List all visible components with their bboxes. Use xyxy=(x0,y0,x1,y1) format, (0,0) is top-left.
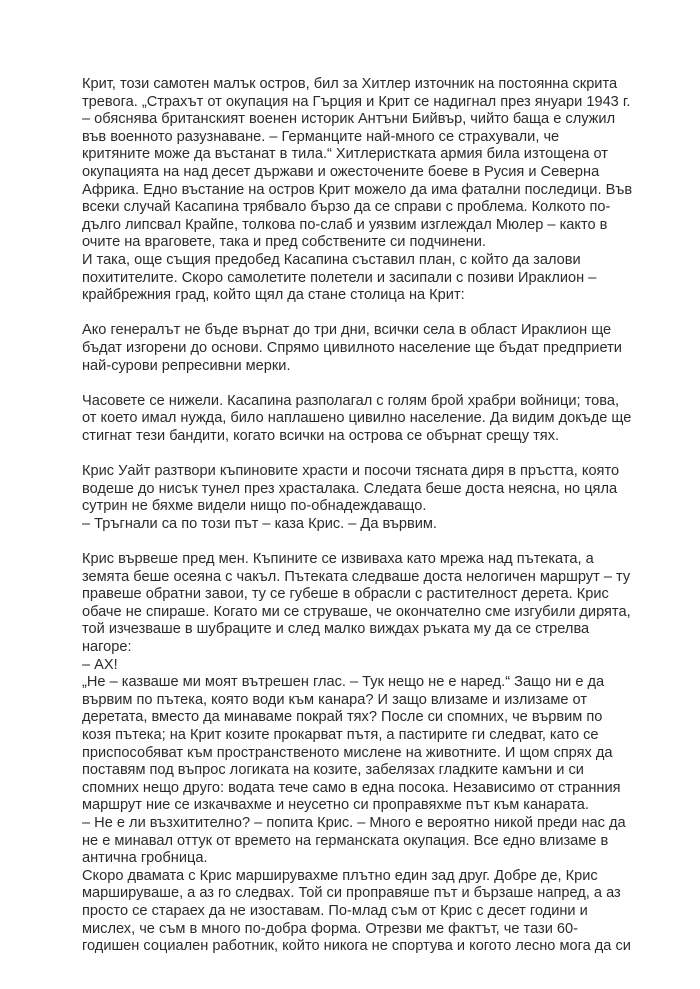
text-line: дълго липсвал Крайпе, толкова по-слаб и уязвим изглеждал Мюлер – както в xyxy=(82,216,608,233)
text-line: – Не е ли възхитително? – попита Крис. – Много е вероятно никой преди нас да xyxy=(82,814,626,831)
text-line: водеше до нисък тунел през храсталака. Следата беше доста неясна, но цяла xyxy=(82,480,618,497)
text-line: той изчезваше в шубраците и след малко виждах ръката му да се стрелва xyxy=(82,621,590,638)
paragraph-gap xyxy=(82,375,642,393)
text-line: земята беше осеяна с чакъл. Пътеката следваше доста нелогичен маршрут – ту xyxy=(82,568,631,585)
text-line: Крит, този самотен малък остров, бил за Хитлер източник на постоянна скрита xyxy=(82,76,618,92)
text-line: И така, още същия предобед Касапина съставил план, с който да залови xyxy=(82,251,581,268)
text-line: – АХ! xyxy=(82,656,118,673)
text-line: Африка. Едно въстание на остров Крит можело да има фатални последици. Във xyxy=(82,181,633,198)
text-line: окупацията на над десет държави и ожесточените боеве в Русия и Северна xyxy=(82,163,600,180)
paragraph-gap xyxy=(82,445,642,463)
text-line: Скоро двамата с Крис марширувахме плътно един зад друг. Добре де, Крис xyxy=(82,867,598,884)
text-line: козя пътека; на Крит козите прокарват пътя, а пастирите ги следват, като се xyxy=(82,726,599,743)
text-line: сутрин не бяхме видели нищо по-обнадеждаващо. xyxy=(82,498,427,515)
text-line: деретата, вместо да минаваме покрай тях? После си спомних, че вървим по xyxy=(82,709,603,726)
text-line: не е минавал оттук от времето на германската окупация. Все едно влизаме в xyxy=(82,832,609,849)
document-page xyxy=(82,76,642,956)
text-line: крайбрежния град, който щял да стане столица на Крит: xyxy=(82,287,465,304)
text-line: стигнат тези бандити, когато всички на острова се обърнат срещу тях. xyxy=(82,427,560,444)
text-line: критяните може да въстанат в тила.“ Хитлеристката армия била изтощена от xyxy=(82,146,608,163)
text-line: приспособяват към пространственото мислене на животните. И щом спрях да xyxy=(82,744,613,761)
text-line: във военното разузнаване. – Германците най-много се страхували, че xyxy=(82,128,560,145)
text-line: антична гробница. xyxy=(82,850,208,867)
paragraph xyxy=(82,76,642,305)
paragraph-gap xyxy=(82,305,642,323)
paragraph-gap xyxy=(82,533,642,551)
body-text xyxy=(82,76,642,956)
text-line: най-сурови репресивни мерки. xyxy=(82,357,291,374)
paragraph xyxy=(82,393,642,446)
text-line: похитителите. Скоро самолетите полетели и засипали с позиви Ираклион – xyxy=(82,269,597,286)
text-line: спомних нещо друго: водата тече само в една посока. Независимо от странния xyxy=(82,779,621,796)
text-line: всеки случай Касапина трябвало бързо да се справи с проблема. Колкото по- xyxy=(82,199,611,216)
text-line: нагоре: xyxy=(82,639,132,655)
text-line: марширувaше, а аз го следвах. Той си проправяше път и бързаше напред, а аз xyxy=(82,885,621,902)
text-line: правеше обратни завои, ту се губеше в обрасли с растителност дерета. Крис xyxy=(82,586,609,603)
paragraph xyxy=(82,463,642,533)
paragraph xyxy=(82,322,642,375)
text-line: Крис вървеше пред мен. Къпините се извиваха като мрежа над пътеката, а xyxy=(82,551,594,568)
text-line: бъдат изгорени до основи. Спрямо цивилното население ще бъдат предприети xyxy=(82,339,622,356)
text-line: просто се стараех да не изоставам. По-млад съм от Крис с десет години и xyxy=(82,902,588,919)
paragraph xyxy=(82,551,642,956)
text-line: от което имал нужда, било наплашено цивилно население. Да видим докъде ще xyxy=(82,410,632,427)
text-line: мислех, че съм в много по-добра форма. Отрезви ме фактът, че тази 60- xyxy=(82,920,579,937)
text-line: Часовете се нижели. Касапина разполагал с голям брой храбри войници; това, xyxy=(82,392,620,409)
text-line: – Тръгнали са по този път – каза Крис. – Да вървим. xyxy=(82,515,437,532)
text-line: тревога. „Страхът от окупация на Гърция и Крит се надигнал през януари 1943 г. xyxy=(82,93,631,110)
text-line: поставям под въпрос логиката на козите, забелязах гладките камъни и си xyxy=(82,762,584,779)
text-line: вървим по пътека, която води към канара? И защо влизаме и излизаме от xyxy=(82,691,588,708)
text-line: очите на враговете, така и пред собствените си подчинени. xyxy=(82,234,486,251)
text-line: „Не – казваше ми моят вътрешен глас. – Тук нещо не е наред.“ Защо ни е да xyxy=(82,674,605,691)
text-line: годишен социален работник, който никога не спортува и когото лесно мога да си xyxy=(82,938,631,955)
text-line: маршрут ние се изкачвахме и неусетно си проправяхме път към канарата. xyxy=(82,797,589,814)
text-line: Крис Уайт разтвори къпиновите храсти и посочи тясната диря в пръстта, която xyxy=(82,463,620,480)
text-line: – обяснява британският военен историк Антъни Бийвър, чийто баща е служил xyxy=(82,111,616,128)
text-line: Ако генералът не бъде върнат до три дни, всички села в област Ираклион ще xyxy=(82,322,612,339)
text-line: обаче не спираше. Когато ми се струваше, че окончателно сме изгубили дирята, xyxy=(82,603,631,620)
